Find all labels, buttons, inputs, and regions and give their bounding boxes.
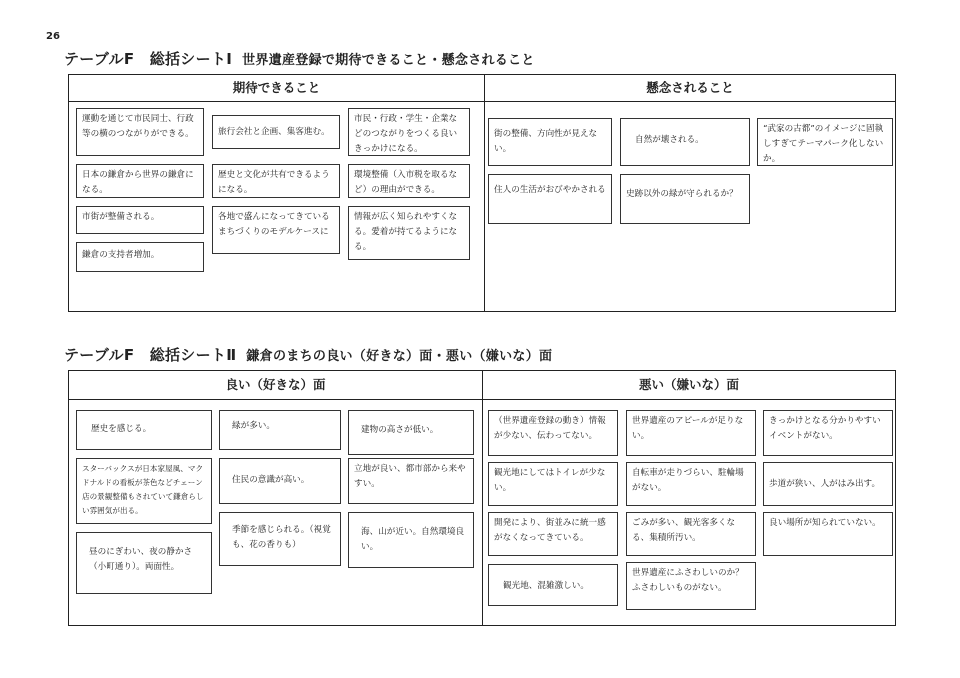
good-card: 季節を感じられる。（視覚も、花の香りも） (219, 512, 341, 566)
expected-card: 旅行会社と企画、集客進む。 (212, 115, 340, 149)
sheet2-column-divider (482, 371, 483, 625)
good-card: 建物の高さが低い。 (348, 410, 474, 455)
expected-card: 情報が広く知られやすくなる。愛着が持てるようになる。 (348, 206, 470, 260)
sheet2-title (64, 344, 552, 365)
expected-card: 歴史と文化が共有できるようになる。 (212, 164, 340, 198)
bad-card: （世界遺産登録の動き）情報が少ない、伝わってない。 (488, 410, 618, 456)
bad-card: 世界遺産のアピールが足りない。 (626, 410, 756, 456)
good-card: 海、山が近い。自然環境良い。 (348, 512, 474, 568)
bad-card: きっかけとなる分かりやすいイベントがない。 (763, 410, 893, 456)
sheet2-header-divider (69, 399, 895, 400)
bad-card: 開発により、街並みに統一感がなくなってきている。 (488, 512, 618, 556)
good-card: 緑が多い。 (219, 410, 341, 450)
sheet1-header-divider (69, 101, 895, 102)
expected-card: 環境整備（入市税を取るなど）の理由ができる。 (348, 164, 470, 198)
sheet2-header-good: 良い（好きな）面 (225, 377, 326, 392)
good-card: 歴史を感じる。 (76, 410, 212, 450)
bad-card: ごみが多い、観光客多くなる、集積所汚い。 (626, 512, 756, 556)
concern-card: 街の整備、方向性が見えない。 (488, 118, 612, 166)
expected-card: 各地で盛んになってきているまちづくりのモデルケースに (212, 206, 340, 254)
bad-card: 良い場所が知られていない。 (763, 512, 893, 556)
bad-card: 観光地、混雑激しい。 (488, 564, 618, 606)
sheet1-header-expected: 期待できること (232, 80, 321, 95)
sheet2-subtitle: 鎌倉のまちの良い（好きな）面・悪い（嫌いな）面 (246, 349, 553, 364)
bad-card: 自転車が走りづらい、駐輪場がない。 (626, 462, 756, 506)
bad-card: 歩道が狭い、人がはみ出す。 (763, 462, 893, 506)
good-card: 住民の意識が高い。 (219, 458, 341, 504)
concern-card: “武家の古都”のイメージに固執しすぎてテーマパーク化しないか。 (757, 118, 893, 166)
bad-card: 世界遺産にふさわしいのか？ふさわしいものがない。 (626, 562, 756, 610)
expected-card: 市街が整備される。 (76, 206, 204, 234)
expected-card: 市民・行政・学生・企業などのつながりをつくる良いきっかけになる。 (348, 108, 470, 156)
concern-card: 史跡以外の緑が守られるか？ (620, 174, 750, 224)
page-number: 26 (46, 31, 60, 42)
concern-card: 住人の生活がおびやかされる (488, 174, 612, 224)
sheet1-title (64, 48, 535, 69)
sheet2-header-bad: 悪い（嫌いな）面 (638, 377, 739, 392)
good-card: 昼のにぎわい、夜の静かさ（小町通り）。両面性。 (76, 532, 212, 594)
sheet1-title-text: テーブルF 総括シートⅠ (64, 50, 233, 68)
expected-card: 日本の鎌倉から世界の鎌倉になる。 (76, 164, 204, 198)
expected-card: 運動を通じて市民同士、行政等の横のつながりができる。 (76, 108, 204, 156)
good-card: 立地が良い、都市部から来やすい。 (348, 458, 474, 504)
sheet1-column-divider (484, 75, 485, 311)
good-card: スターバックスが日本家屋風、マクドナルドの看板が茶色などチェーン店の景観整備もされていて鎌倉らしい雰囲気が出る。 (76, 458, 212, 524)
concern-card: 自然が壊される。 (620, 118, 750, 166)
bad-card: 観光地にしてはトイレが少ない。 (488, 462, 618, 506)
expected-card: 鎌倉の支持者増加。 (76, 242, 204, 272)
sheet1-subtitle: 世界遺産登録で期待できること・懸念されること (242, 53, 535, 68)
sheet1-header-concerns: 懸念されること (646, 80, 734, 95)
sheet2-title-text: テーブルF 総括シートⅡ (64, 346, 237, 364)
